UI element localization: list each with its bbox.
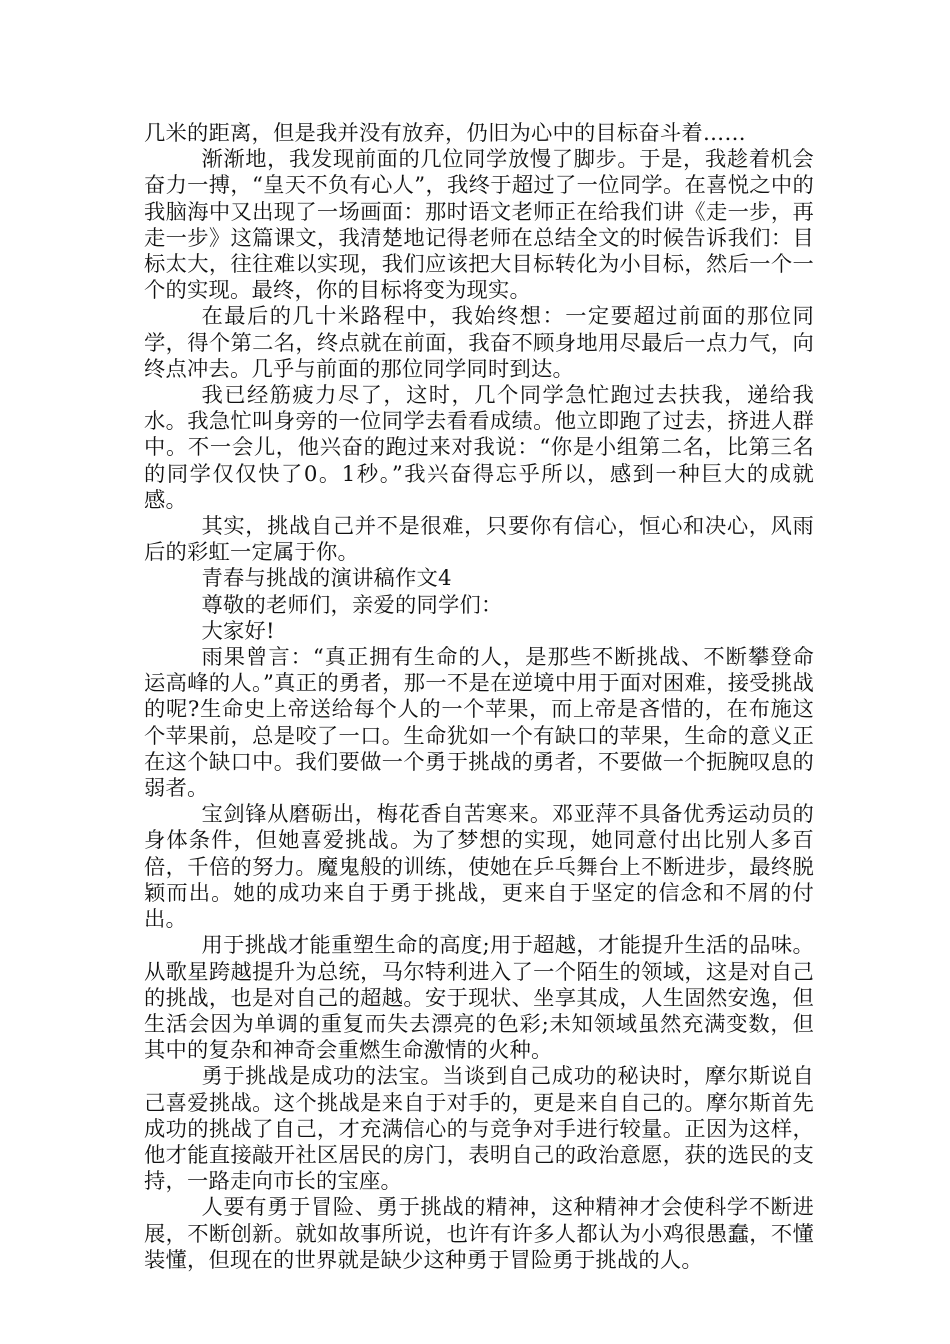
paragraph: 宝剑锋从磨砺出，梅花香自苦寒来。邓亚萍不具备优秀运动员的身体条件，但她喜爱挑战。为了梦想的实现，她同意付出比别人多百倍，千倍的努力。魔鬼般的训练，使她在乒乓舞台上不断进步，最终脱颖而出。她的成功来自于勇于挑战，更来自于坚定的信念和不屑的付出。	[144, 802, 814, 933]
paragraph: 勇于挑战是成功的法宝。当谈到自己成功的秘诀时，摩尔斯说自己喜爱挑战。这个挑战是来自于对手的，更是来自自己的。摩尔斯首先成功的挑战了自己，才充满信心的与竞争对手进行较量。正因为这样，他才能直接敲开社区居民的房门，表明自己的政治意愿，获的选民的支持，一路走向市长的宝座。	[144, 1064, 814, 1195]
paragraph: 其实，挑战自己并不是很难，只要你有信心，恒心和决心，风雨后的彩虹一定属于你。	[144, 514, 814, 566]
paragraph: 渐渐地，我发现前面的几位同学放慢了脚步。于是，我趁着机会奋力一搏，“皇天不负有心人”，我终于超过了一位同学。在喜悦之中的我脑海中又出现了一场画面：那时语文老师正在给我们讲《走一步，再走一步》这篇课文，我清楚地记得老师在总结全文的时候告诉我们：目标太大，往往难以实现，我们应该把大目标转化为小目标，然后一个一个的实现。最终，你的目标将变为现实。	[144, 147, 814, 304]
document-page	[144, 121, 814, 1274]
paragraph: 用于挑战才能重塑生命的高度;用于超越，才能提升生活的品味。从歌星跨越提升为总统，马尔特利进入了一个陌生的领域，这是对自己的挑战，也是对自己的超越。安于现状、坐享其成，人生固然安逸，但生活会因为单调的重复而失去漂亮的色彩;未知领域虽然充满变数，但其中的复杂和神奇会重燃生命激情的火种。	[144, 933, 814, 1064]
paragraph: 我已经筋疲力尽了，这时，几个同学急忙跑过去扶我，递给我水。我急忙叫身旁的一位同学去看看成绩。他立即跑了过去，挤进人群中。不一会儿，他兴奋的跑过来对我说：“你是小组第二名，比第三名的同学仅仅快了0。1秒。”我兴奋得忘乎所以，感到一种巨大的成就感。	[144, 383, 814, 513]
paragraph-continuation: 几米的距离，但是我并没有放弃，仍旧为心中的目标奋斗着……	[144, 121, 746, 146]
salutation: 尊敬的老师们，亲爱的同学们：	[201, 592, 503, 618]
paragraph: 人要有勇于冒险、勇于挑战的精神，这种精神才会使科学不断进展，不断创新。就如故事所说，也许有许多人都认为小鸡很愚蠢，不懂装懂，但现在的世界就是缺少这种勇于冒险勇于挑战的人。	[144, 1195, 814, 1273]
paragraph: 雨果曾言：“真正拥有生命的人，是那些不断挑战、不断攀登命运高峰的人。”真正的勇者，那一不是在逆境中用于面对困难，接受挑战的呢?生命史上帝送给每个人的一个苹果，而上帝是吝惜的，在布施这个苹果前，总是咬了一口。生命犹如一个有缺口的苹果，生命的意义正在这个缺口中。我们要做一个勇于挑战的勇者，不要做一个扼腕叹息的弱者。	[144, 645, 814, 802]
paragraph: 在最后的几十米路程中，我始终想：一定要超过前面的那位同学，得个第二名，终点就在前面，我奋不顾身地用尽最后一点力气，向终点冲去。几乎与前面的那位同学同时到达。	[144, 304, 814, 382]
greeting: 大家好!	[201, 618, 275, 644]
section-title: 青春与挑战的演讲稿作文4	[201, 566, 452, 592]
